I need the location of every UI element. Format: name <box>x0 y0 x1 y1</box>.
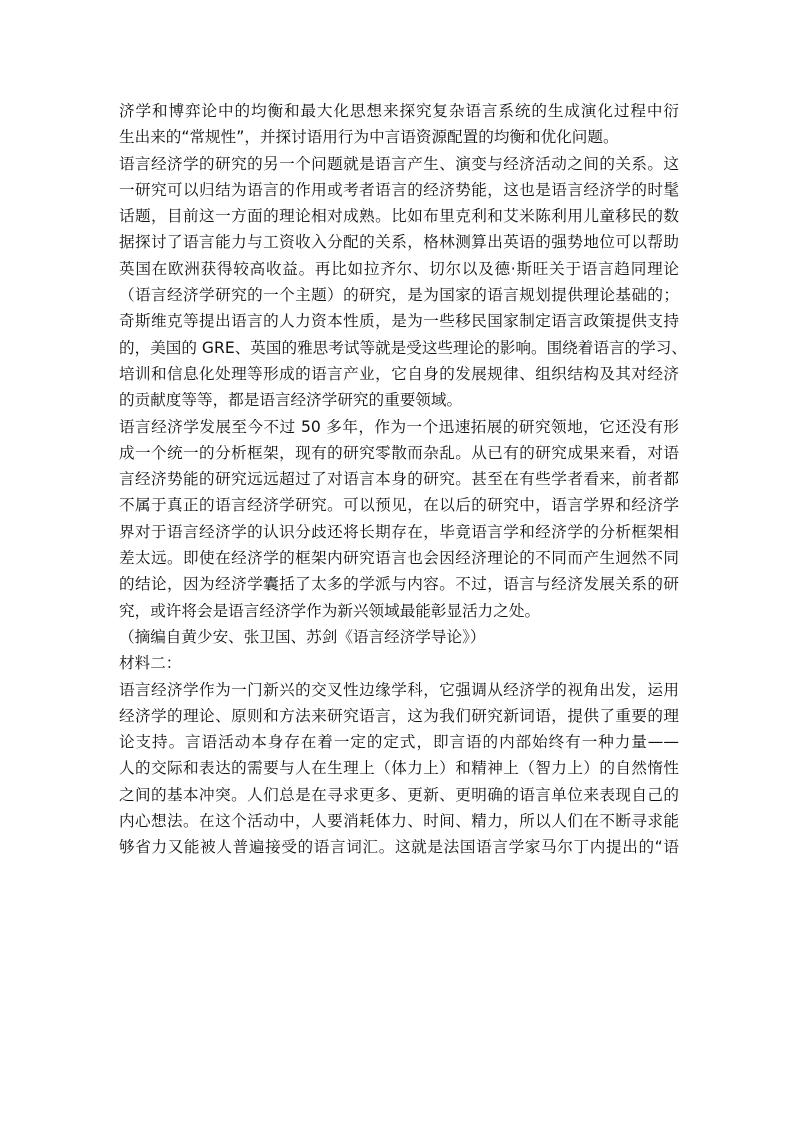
text-line: 够省力又能被人普遍接受的语言词汇。这就是法国语言学家马尔丁内提出的“语 <box>119 838 679 857</box>
text-line: 材料二： <box>119 654 182 673</box>
document-body <box>119 98 687 861</box>
text-line: 生出来的“常规性”，并探讨语用行为中言语资源配置的均衡和优化问题。 <box>119 128 619 147</box>
text-line: 一研究可以归结为语言的作用或考者语言的经济势能，这也是语言经济学的时髦 <box>119 180 679 199</box>
text-line: 内心想法。在这个活动中，人要消耗体力、时间、精力，所以人们在不断寻求能 <box>119 812 679 831</box>
text-line: 人的交际和表达的需要与人在生理上（体力上）和精神上（智力上）的自然惰性 <box>119 759 679 778</box>
text-line: （语言经济学研究的一个主题）的研究，是为国家的语言规划提供理论基础的； <box>119 286 679 305</box>
text-line: 济学和博弈论中的均衡和最大化思想来探究复杂语言系统的生成演化过程中衍 <box>119 102 679 120</box>
text-line: 不属于真正的语言经济学研究。可以预见，在以后的研究中，语言学界和经济学 <box>119 496 679 515</box>
text-line: 奇斯维克等提出语言的人力资本性质，是为一些移民国家制定语言政策提供支持 <box>119 312 679 331</box>
text-line: 经济学的理论、原则和方法来研究语言，这为我们研究新词语，提供了重要的理 <box>119 706 679 725</box>
text-line: 培训和信息化处理等形成的语言产业，它自身的发展规律、组织结构及其对经济 <box>119 364 679 383</box>
text-line: 的，美国的 GRE、英国的雅思考试等就是受这些理论的影响。围绕着语言的学习、 <box>119 338 687 357</box>
text-line: 之间的基本冲突。人们总是在寻求更多、更新、更明确的语言单位来表现自己的 <box>119 785 679 804</box>
text-line: （摘编自黄少安、张卫国、苏剑《语言经济学导论》） <box>119 627 486 646</box>
text-line: 话题，目前这一方面的理论相对成熟。比如布里克利和艾米陈利用儿童移民的数 <box>119 207 679 226</box>
text-line: 的贡献度等等，都是语言经济学研究的重要领域。 <box>119 391 463 410</box>
text-line: 语言经济学作为一门新兴的交叉性边缘学科，它强调从经济学的视角出发，运用 <box>119 680 679 699</box>
text-line: 据探讨了语言能力与工资收入分配的关系，格林测算出英语的强势地位可以帮助 <box>119 233 679 252</box>
text-line: 语言经济学发展至今不过 50 多年，作为一个迅速拓展的研究领地，它还没有形 <box>119 417 679 436</box>
text-line: 论支持。言语活动本身存在着一定的定式，即言语的内部始终有一种力量—— <box>119 733 679 752</box>
text-line: 英国在欧洲获得较高收益。再比如拉齐尔、切尔以及德·斯旺关于语言趋同理论 <box>119 259 679 278</box>
text-line: 界对于语言经济学的认识分歧还将长期存在，毕竟语言学和经济学的分析框架相 <box>119 522 679 541</box>
text-line: 究，或许将会是语言经济学作为新兴领域最能彰显活力之处。 <box>119 601 541 620</box>
text-line: 语言经济学的研究的另一个问题就是语言产生、演变与经济活动之间的关系。这 <box>119 154 679 173</box>
text-line: 的结论，因为经济学囊括了太多的学派与内容。不过，语言与经济发展关系的研 <box>119 575 679 594</box>
text-line: 成一个统一的分析框架，现有的研究零散而杂乱。从已有的研究成果来看，对语 <box>119 443 679 462</box>
text-line: 言经济势能的研究远远超过了对语言本身的研究。甚至在有些学者看来，前者都 <box>119 470 679 489</box>
text-line: 差太远。即使在经济学的框架内研究语言也会因经济理论的不同而产生迥然不同 <box>119 549 679 568</box>
